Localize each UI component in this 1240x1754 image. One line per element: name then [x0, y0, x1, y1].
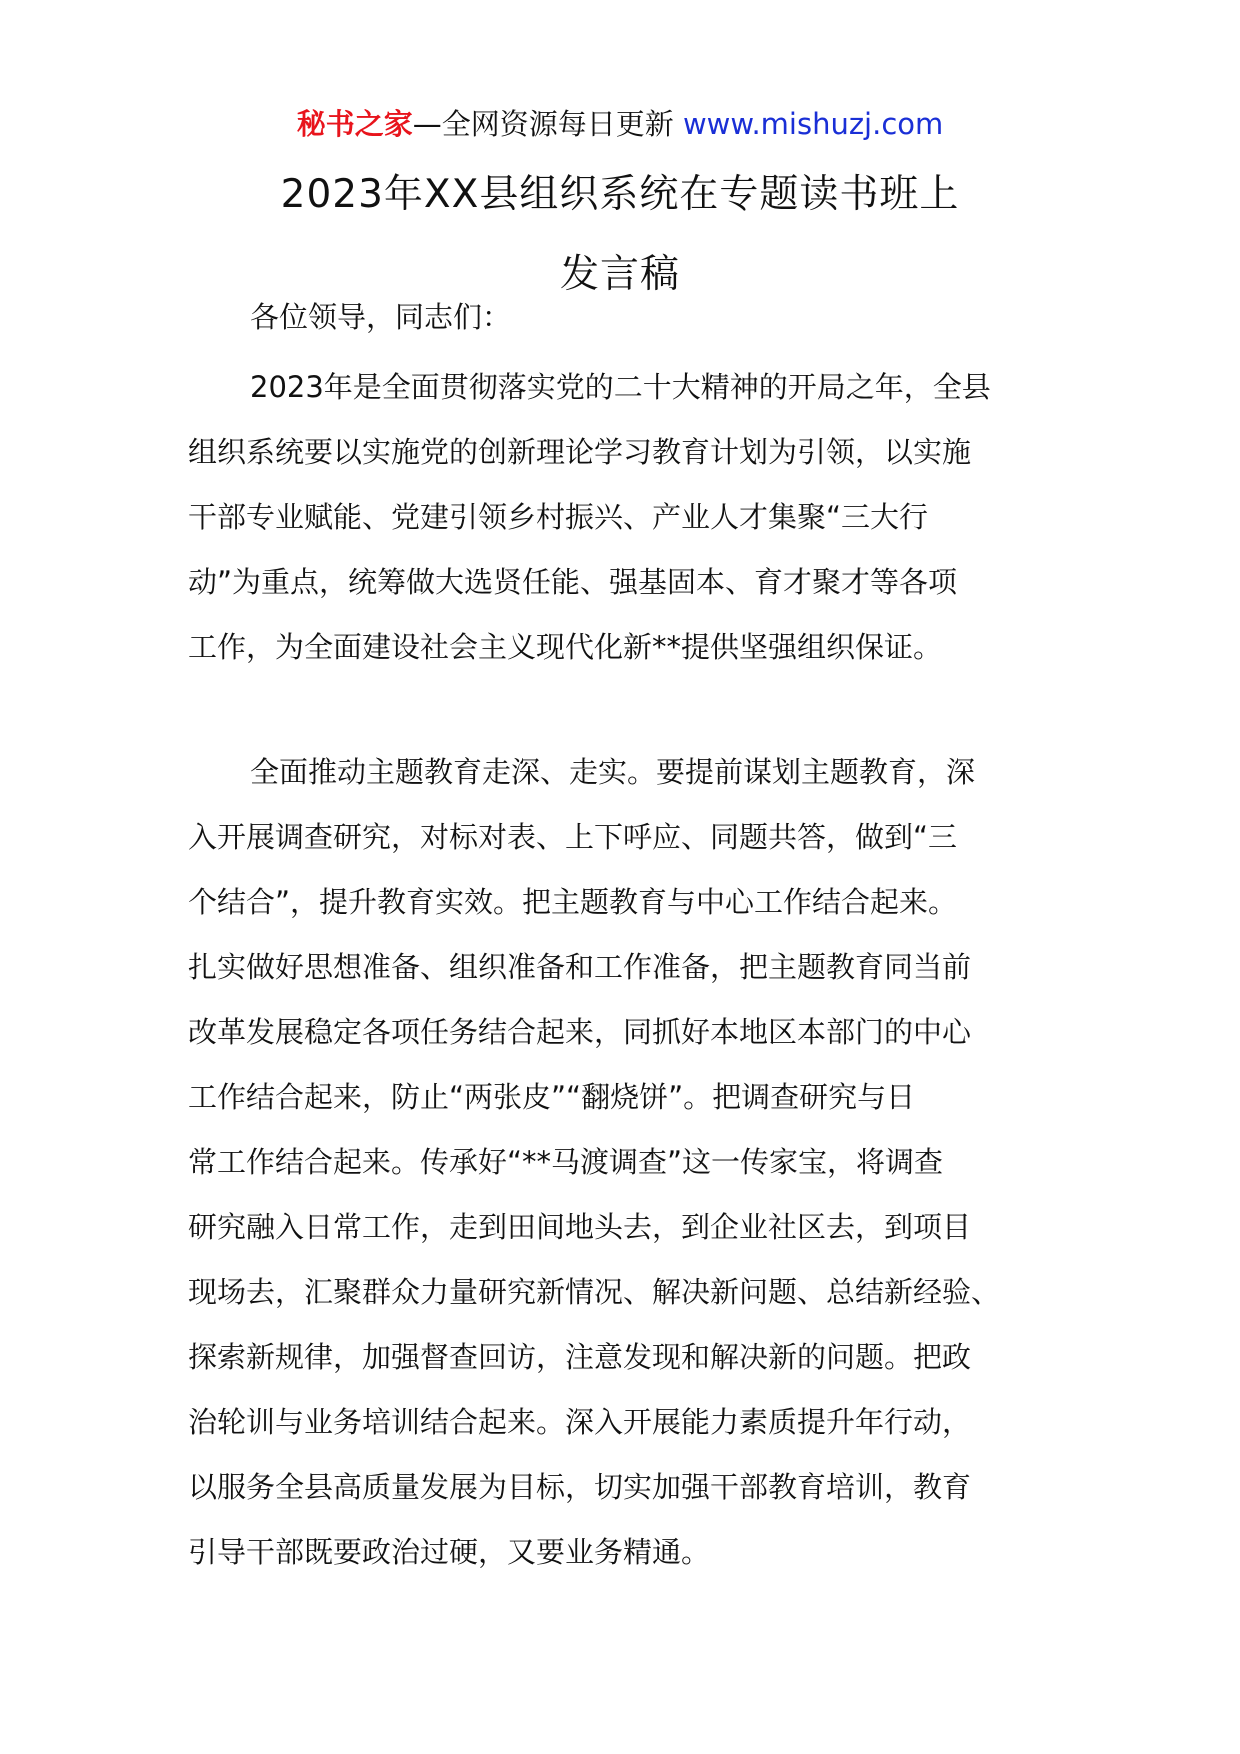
paragraph-line: 入开展调查研究，对标对表、上下呼应、同题共答，做到“三 [188, 820, 958, 854]
brand-name: 秘书之家 [296, 107, 413, 141]
paragraph-line: 个结合”，提升教育实效。把主题教育与中心工作结合起来。 [188, 885, 958, 919]
greeting: 各位领导，同志们： [250, 300, 512, 334]
paragraph-line: 2023年是全面贯彻落实党的二十大精神的开局之年，全县 [250, 370, 991, 404]
site-url-link[interactable]: www.mishuzj.com [682, 107, 944, 141]
document-title-line-1: 2023年XX县组织系统在专题读书班上 [280, 172, 960, 217]
document-title-line-2: 发言稿 [559, 252, 680, 297]
paragraph-1 [188, 355, 1058, 680]
paragraph-line: 以服务全县高质量发展为目标，切实加强干部教育培训，教育 [188, 1470, 972, 1504]
paragraph-line: 研究融入日常工作，走到田间地头去，到企业社区去，到项目 [188, 1210, 972, 1244]
site-header [0, 100, 1240, 148]
paragraph-2 [188, 740, 1058, 1585]
paragraph-line: 改革发展稳定各项任务结合起来，同抓好本地区本部门的中心 [188, 1015, 972, 1049]
paragraph-line: 治轮训与业务培训结合起来。深入开展能力素质提升年行动， [188, 1405, 972, 1439]
paragraph-line: 现场去，汇聚群众力量研究新情况、解决新问题、总结新经验、 [188, 1275, 1001, 1309]
paragraph-line: 全面推动主题教育走深、走实。要提前谋划主题教育，深 [250, 755, 976, 789]
paragraph-line: 动”为重点，统筹做大选贤任能、强基固本、育才聚才等各项 [188, 565, 958, 599]
paragraph-line: 工作，为全面建设社会主义现代化新**提供坚强组织保证。 [188, 630, 943, 664]
paragraph-line: 组织系统要以实施党的创新理论学习教育计划为引领，以实施 [188, 435, 972, 469]
paragraph-line: 引导干部既要政治过硬，又要业务精通。 [188, 1535, 711, 1569]
paragraph-line: 常工作结合起来。传承好“**马渡调查”这一传家宝，将调查 [188, 1145, 944, 1179]
paragraph-line: 工作结合起来，防止“两张皮”“翻烧饼”。把调查研究与日 [188, 1080, 916, 1114]
paragraph-line: 扎实做好思想准备、组织准备和工作准备，把主题教育同当前 [188, 950, 972, 984]
paragraph-line: 干部专业赋能、党建引领乡村振兴、产业人才集聚“三大行 [188, 500, 929, 534]
header-tagline: —全网资源每日更新 [412, 107, 674, 141]
paragraph-line: 探索新规律，加强督查回访，注意发现和解决新的问题。把政 [188, 1340, 972, 1374]
greeting-block [188, 285, 1058, 350]
